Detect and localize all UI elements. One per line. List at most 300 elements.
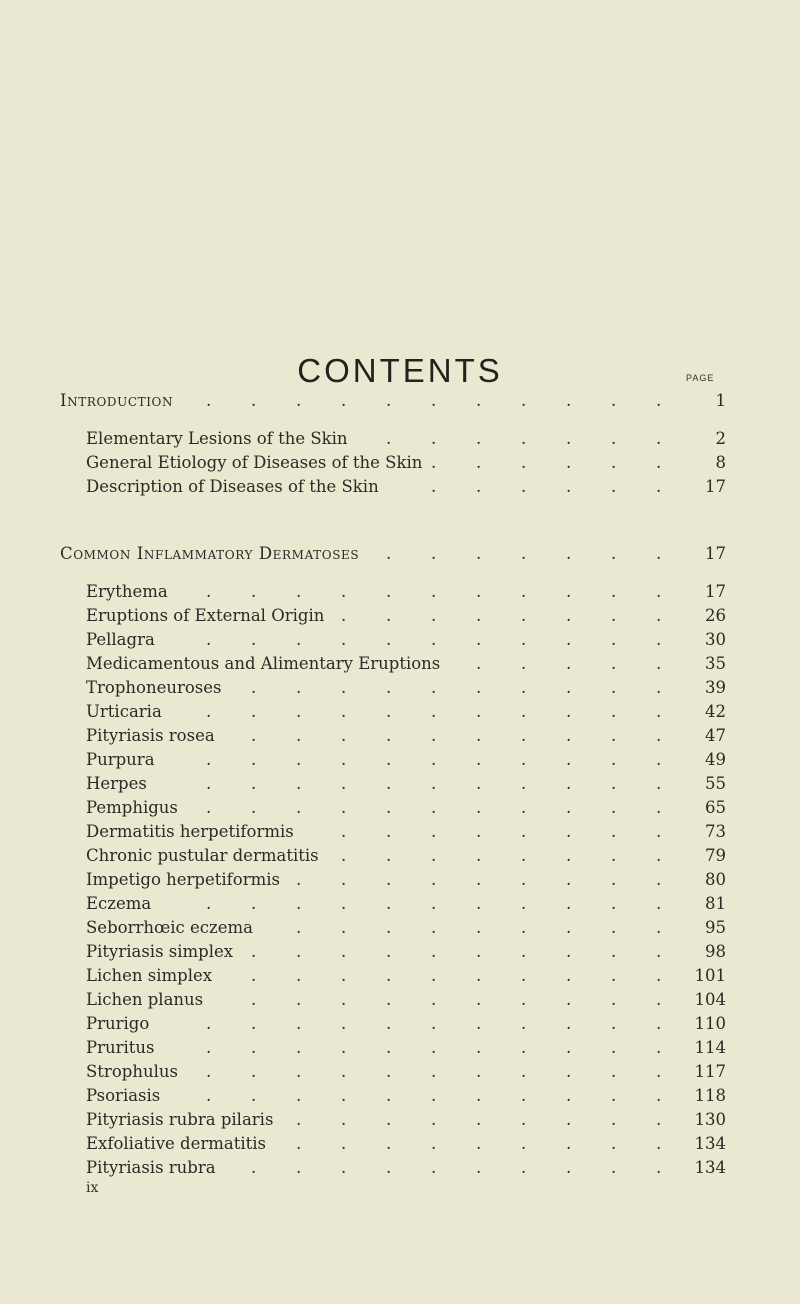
leader-dot: . — [431, 630, 437, 649]
toc-entry[interactable] — [0, 892, 800, 916]
toc-page-number: 95 — [705, 918, 726, 937]
leader-dot: . — [296, 798, 302, 817]
leader-dot: . — [656, 1086, 662, 1105]
leader-dot: . — [251, 702, 257, 721]
leader-dot: . — [566, 966, 572, 985]
leader-dot: . — [431, 702, 437, 721]
leader-dot: . — [566, 846, 572, 865]
leader-dot: . — [251, 750, 257, 769]
leader-dot: . — [341, 1110, 347, 1129]
leader-dot: . — [566, 750, 572, 769]
leader-dot: . — [521, 544, 527, 563]
leader-dot: . — [476, 429, 482, 448]
leader-dot: . — [566, 702, 572, 721]
leader-dot: . — [206, 582, 212, 601]
toc-entry[interactable] — [0, 724, 800, 748]
leader-dot: . — [341, 894, 347, 913]
leader-dot: . — [521, 654, 527, 673]
leader-dot: . — [296, 1086, 302, 1105]
leader-dot: . — [341, 1134, 347, 1153]
leader-dot: . — [656, 942, 662, 961]
leader-dot: . — [566, 774, 572, 793]
toc-entry[interactable] — [0, 652, 800, 676]
leader-dot: . — [296, 702, 302, 721]
leader-dot: . — [476, 1158, 482, 1177]
leader-dot: . — [566, 822, 572, 841]
leader-dot: . — [296, 966, 302, 985]
leader-dot: . — [566, 654, 572, 673]
leader-dot: . — [566, 726, 572, 745]
leader-dot: . — [476, 544, 482, 563]
leader-dot: . — [386, 750, 392, 769]
leader-dot: . — [611, 966, 617, 985]
leader-dot: . — [251, 630, 257, 649]
leader-dot: . — [656, 1062, 662, 1081]
toc-entry[interactable] — [0, 580, 800, 604]
leader-dot: . — [521, 822, 527, 841]
leader-dot: . — [611, 1158, 617, 1177]
leader-dot: . — [611, 846, 617, 865]
leader-dot: . — [611, 391, 617, 410]
leader-dot: . — [566, 1134, 572, 1153]
toc-entry[interactable] — [0, 1156, 800, 1180]
leader-dot: . — [296, 1062, 302, 1081]
toc-entry-label: Urticaria — [86, 702, 162, 721]
leader-dot: . — [251, 1158, 257, 1177]
leader-dot: . — [296, 894, 302, 913]
leader-dot: . — [431, 606, 437, 625]
leader-dot: . — [296, 1110, 302, 1129]
leader-dot: . — [386, 1014, 392, 1033]
leader-dot: . — [296, 918, 302, 937]
leader-dot: . — [476, 1086, 482, 1105]
leader-dot: . — [386, 990, 392, 1009]
leader-dot: . — [656, 966, 662, 985]
leader-dot: . — [476, 391, 482, 410]
toc-section-title: Introduction — [60, 391, 174, 410]
toc-page-number: 26 — [705, 606, 726, 625]
leader-dot: . — [476, 453, 482, 472]
leader-dot: . — [566, 1086, 572, 1105]
leader-dot: . — [431, 477, 437, 496]
leader-dot: . — [386, 726, 392, 745]
leader-dot: . — [566, 870, 572, 889]
leader-dot: . — [431, 544, 437, 563]
toc-entry[interactable] — [0, 1036, 800, 1060]
leader-dot: . — [656, 654, 662, 673]
leader-dot: . — [251, 894, 257, 913]
leader-dot: . — [476, 1062, 482, 1081]
leader-dot: . — [206, 1038, 212, 1057]
leader-dot: . — [386, 822, 392, 841]
toc-page-number: 1 — [715, 391, 726, 410]
toc-entry-label: Herpes — [86, 774, 147, 793]
leader-dot: . — [341, 774, 347, 793]
leader-dot: . — [521, 582, 527, 601]
toc-entry[interactable] — [0, 451, 800, 475]
leader-dot: . — [386, 846, 392, 865]
leader-dot: . — [341, 678, 347, 697]
leader-dot: . — [341, 822, 347, 841]
leader-dot: . — [341, 798, 347, 817]
leader-dot: . — [611, 429, 617, 448]
leader-dot: . — [341, 1014, 347, 1033]
toc-page-number: 104 — [694, 990, 726, 1009]
leader-dot: . — [566, 894, 572, 913]
leader-dot: . — [386, 1158, 392, 1177]
leader-dot: . — [521, 678, 527, 697]
leader-dot: . — [251, 990, 257, 1009]
leader-dot: . — [431, 1110, 437, 1129]
toc-entry-label: Pemphigus — [86, 798, 178, 817]
leader-dot: . — [431, 1038, 437, 1057]
leader-dot: . — [431, 726, 437, 745]
leader-dot: . — [611, 990, 617, 1009]
leader-dot: . — [206, 391, 212, 410]
leader-dot: . — [566, 1158, 572, 1177]
leader-dot: . — [476, 798, 482, 817]
leader-dot: . — [521, 1110, 527, 1129]
leader-dot: . — [611, 582, 617, 601]
leader-dot: . — [656, 1014, 662, 1033]
folio-page-number: ix — [86, 1180, 99, 1196]
leader-dot: . — [386, 918, 392, 937]
toc-page-number: 17 — [705, 582, 726, 601]
leader-dot: . — [386, 1134, 392, 1153]
leader-dot: . — [656, 630, 662, 649]
leader-dot: . — [431, 1014, 437, 1033]
leader-dot: . — [611, 942, 617, 961]
leader-dot: . — [296, 582, 302, 601]
toc-entry-label: Dermatitis herpetiformis — [86, 822, 294, 841]
toc-page-number: 2 — [715, 429, 726, 448]
toc-entry[interactable] — [0, 988, 800, 1012]
toc-entry[interactable] — [0, 868, 800, 892]
toc-section-common-inflammatory-dermatoses[interactable] — [0, 542, 800, 566]
toc-entry-label: Eczema — [86, 894, 152, 913]
leader-dot: . — [476, 870, 482, 889]
toc-page-number: 117 — [694, 1062, 726, 1081]
leader-dot: . — [386, 678, 392, 697]
leader-dot: . — [431, 942, 437, 961]
leader-dot: . — [476, 606, 482, 625]
toc-entry-label: Impetigo herpetiformis — [86, 870, 280, 889]
leader-dot: . — [431, 1086, 437, 1105]
toc-page-number: 73 — [705, 822, 726, 841]
leader-dot: . — [341, 391, 347, 410]
toc-entry[interactable] — [0, 772, 800, 796]
leader-dot: . — [521, 1014, 527, 1033]
leader-dot: . — [341, 942, 347, 961]
leader-dot: . — [566, 678, 572, 697]
leader-dot: . — [431, 870, 437, 889]
toc-page-number: 17 — [705, 477, 726, 496]
toc-entry[interactable] — [0, 1060, 800, 1084]
leader-dot: . — [341, 726, 347, 745]
toc-entry-label: Seborrhœic eczema — [86, 918, 253, 937]
toc-entry[interactable] — [0, 748, 800, 772]
leader-dot: . — [611, 822, 617, 841]
leader-dot: . — [656, 846, 662, 865]
leader-dot: . — [341, 702, 347, 721]
leader-dot: . — [611, 453, 617, 472]
toc-page-number: 80 — [705, 870, 726, 889]
leader-dot: . — [656, 726, 662, 745]
toc-section-introduction[interactable] — [0, 389, 800, 413]
leader-dot: . — [296, 1158, 302, 1177]
leader-dot: . — [386, 582, 392, 601]
leader-dot: . — [611, 1086, 617, 1105]
toc-entry[interactable] — [0, 700, 800, 724]
leader-dot: . — [566, 477, 572, 496]
toc-entry[interactable] — [0, 964, 800, 988]
toc-entry-label: Description of Diseases of the Skin — [86, 477, 379, 496]
leader-dot: . — [296, 1014, 302, 1033]
leader-dot: . — [431, 453, 437, 472]
leader-dot: . — [476, 654, 482, 673]
toc-entry[interactable] — [0, 604, 800, 628]
leader-dot: . — [431, 918, 437, 937]
toc-entry[interactable] — [0, 940, 800, 964]
toc-entry[interactable] — [0, 820, 800, 844]
toc-entry-label: Medicamentous and Alimentary Eruptions — [86, 654, 441, 673]
toc-page-number: 101 — [694, 966, 726, 985]
leader-dot: . — [611, 798, 617, 817]
toc-entry[interactable] — [0, 1084, 800, 1108]
toc-page-number: 134 — [694, 1134, 726, 1153]
leader-dot: . — [251, 582, 257, 601]
leader-dot: . — [386, 798, 392, 817]
leader-dot: . — [611, 750, 617, 769]
toc-entry-label: Trophoneuroses — [86, 678, 222, 697]
leader-dot: . — [566, 1062, 572, 1081]
leader-dot: . — [341, 1038, 347, 1057]
leader-dot: . — [656, 606, 662, 625]
leader-dot: . — [206, 798, 212, 817]
leader-dot: . — [521, 942, 527, 961]
leader-dot: . — [296, 990, 302, 1009]
leader-dot: . — [566, 606, 572, 625]
leader-dot: . — [476, 1014, 482, 1033]
toc-section-title: Common Inflammatory Dermatoses — [60, 544, 360, 563]
leader-dot: . — [476, 966, 482, 985]
toc-page-number: 17 — [705, 544, 726, 563]
leader-dot: . — [296, 1134, 302, 1153]
leader-dot: . — [611, 894, 617, 913]
toc-entry[interactable] — [0, 1108, 800, 1132]
leader-dot: . — [386, 894, 392, 913]
leader-dot: . — [296, 391, 302, 410]
leader-dot: . — [521, 990, 527, 1009]
leader-dot: . — [431, 582, 437, 601]
leader-dot: . — [656, 990, 662, 1009]
leader-dot: . — [296, 678, 302, 697]
leader-dot: . — [566, 630, 572, 649]
leader-dot: . — [476, 990, 482, 1009]
toc-page-number: 49 — [705, 750, 726, 769]
leader-dot: . — [611, 477, 617, 496]
toc-page-number: 118 — [694, 1086, 726, 1105]
leader-dot: . — [341, 990, 347, 1009]
toc-entry-label: Pityriasis simplex — [86, 942, 234, 961]
leader-dot: . — [431, 894, 437, 913]
toc-entry[interactable] — [0, 676, 800, 700]
toc-entry[interactable] — [0, 628, 800, 652]
leader-dot: . — [431, 966, 437, 985]
leader-dot: . — [431, 1158, 437, 1177]
leader-dot: . — [656, 774, 662, 793]
leader-dot: . — [476, 774, 482, 793]
leader-dot: . — [341, 918, 347, 937]
page-title: CONTENTS — [297, 352, 503, 389]
leader-dot: . — [476, 942, 482, 961]
leader-dot: . — [611, 606, 617, 625]
toc-entry[interactable] — [0, 1132, 800, 1156]
toc-entry[interactable] — [0, 916, 800, 940]
toc-page-number: 55 — [705, 774, 726, 793]
leader-dot: . — [566, 429, 572, 448]
leader-dot: . — [431, 429, 437, 448]
leader-dot: . — [611, 678, 617, 697]
toc-entry-label: Elementary Lesions of the Skin — [86, 429, 348, 448]
toc-entry-label: Psoriasis — [86, 1086, 161, 1105]
leader-dot: . — [521, 453, 527, 472]
leader-dot: . — [431, 750, 437, 769]
leader-dot: . — [476, 702, 482, 721]
leader-dot: . — [386, 870, 392, 889]
leader-dot: . — [566, 582, 572, 601]
leader-dot: . — [566, 391, 572, 410]
toc-entry-label: Pruritus — [86, 1038, 155, 1057]
leader-dot: . — [566, 453, 572, 472]
toc-page-number: 30 — [705, 630, 726, 649]
toc-page-number: 39 — [705, 678, 726, 697]
toc-entry-label: Pityriasis rosea — [86, 726, 215, 745]
leader-dot: . — [656, 798, 662, 817]
toc-page-number: 35 — [705, 654, 726, 673]
leader-dot: . — [431, 822, 437, 841]
leader-dot: . — [656, 1038, 662, 1057]
leader-dot: . — [386, 1086, 392, 1105]
leader-dot: . — [431, 798, 437, 817]
leader-dot: . — [431, 391, 437, 410]
leader-dot: . — [296, 630, 302, 649]
leader-dot: . — [341, 870, 347, 889]
leader-dot: . — [566, 942, 572, 961]
toc-entry[interactable] — [0, 796, 800, 820]
leader-dot: . — [521, 894, 527, 913]
toc-entry-label: Pityriasis rubra — [86, 1158, 216, 1177]
leader-dot: . — [656, 702, 662, 721]
leader-dot: . — [386, 1110, 392, 1129]
leader-dot: . — [341, 1086, 347, 1105]
leader-dot: . — [386, 606, 392, 625]
leader-dot: . — [656, 750, 662, 769]
leader-dot: . — [566, 798, 572, 817]
leader-dot: . — [206, 630, 212, 649]
toc-entry-label: Eruptions of External Origin — [86, 606, 325, 625]
leader-dot: . — [386, 1038, 392, 1057]
leader-dot: . — [566, 544, 572, 563]
toc-page-number: 130 — [694, 1110, 726, 1129]
leader-dot: . — [296, 942, 302, 961]
leader-dot: . — [341, 606, 347, 625]
toc-entry[interactable] — [0, 427, 800, 451]
leader-dot: . — [386, 391, 392, 410]
toc-entry[interactable] — [0, 475, 800, 499]
leader-dot: . — [431, 990, 437, 1009]
leader-dot: . — [656, 429, 662, 448]
leader-dot: . — [611, 630, 617, 649]
leader-dot: . — [656, 1110, 662, 1129]
leader-dot: . — [476, 750, 482, 769]
leader-dot: . — [656, 918, 662, 937]
leader-dot: . — [206, 1062, 212, 1081]
toc-page-number: 110 — [694, 1014, 726, 1033]
leader-dot: . — [656, 678, 662, 697]
leader-dot: . — [251, 1038, 257, 1057]
leader-dot: . — [251, 942, 257, 961]
leader-dot: . — [521, 774, 527, 793]
leader-dot: . — [206, 750, 212, 769]
leader-dot: . — [476, 582, 482, 601]
leader-dot: . — [521, 1062, 527, 1081]
toc-entry-label: Pellagra — [86, 630, 155, 649]
leader-dot: . — [386, 429, 392, 448]
toc-entry[interactable] — [0, 1012, 800, 1036]
leader-dot: . — [521, 750, 527, 769]
leader-dot: . — [296, 1038, 302, 1057]
leader-dot: . — [431, 1062, 437, 1081]
leader-dot: . — [251, 678, 257, 697]
leader-dot: . — [521, 391, 527, 410]
leader-dot: . — [386, 774, 392, 793]
leader-dot: . — [521, 870, 527, 889]
leader-dot: . — [656, 544, 662, 563]
leader-dot: . — [341, 1062, 347, 1081]
leader-dot: . — [611, 1134, 617, 1153]
toc-page-number: 47 — [705, 726, 726, 745]
toc-entry-label: Chronic pustular dermatitis — [86, 846, 319, 865]
leader-dot: . — [251, 391, 257, 410]
leader-dot: . — [521, 606, 527, 625]
toc-page-number: 114 — [694, 1038, 726, 1057]
leader-dot: . — [206, 702, 212, 721]
leader-dot: . — [386, 544, 392, 563]
leader-dot: . — [656, 870, 662, 889]
leader-dot: . — [656, 1134, 662, 1153]
leader-dot: . — [341, 630, 347, 649]
leader-dot: . — [656, 582, 662, 601]
leader-dot: . — [521, 1158, 527, 1177]
toc-entry[interactable] — [0, 844, 800, 868]
leader-dot: . — [206, 774, 212, 793]
leader-dot: . — [656, 453, 662, 472]
toc-entry-label: Purpura — [86, 750, 155, 769]
leader-dot: . — [296, 750, 302, 769]
leader-dot: . — [611, 1038, 617, 1057]
leader-dot: . — [521, 846, 527, 865]
leader-dot: . — [521, 429, 527, 448]
leader-dot: . — [251, 1062, 257, 1081]
leader-dot: . — [656, 477, 662, 496]
leader-dot: . — [251, 726, 257, 745]
leader-dot: . — [521, 918, 527, 937]
leader-dot: . — [341, 750, 347, 769]
leader-dot: . — [476, 894, 482, 913]
leader-dot: . — [251, 1014, 257, 1033]
toc-entry-label: Pityriasis rubra pilaris — [86, 1110, 274, 1129]
